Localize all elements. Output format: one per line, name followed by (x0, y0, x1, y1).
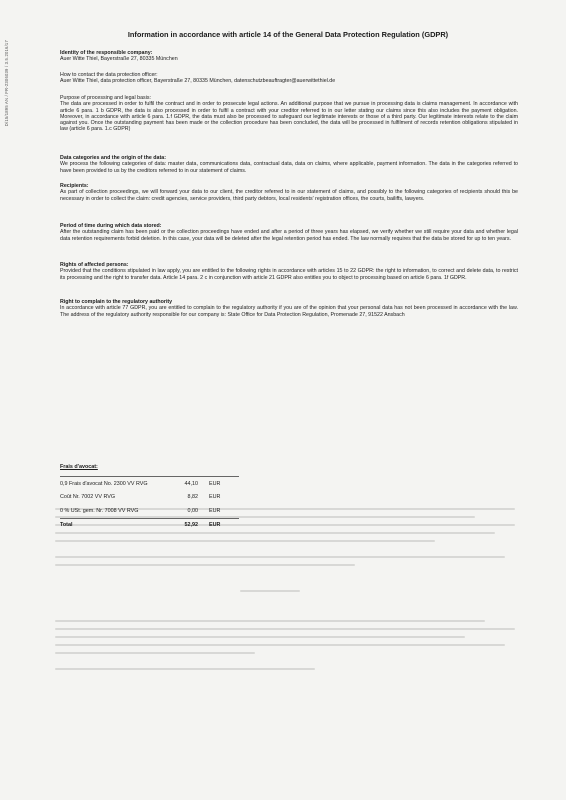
total-label: Total (60, 518, 170, 532)
cost-currency: EUR (209, 494, 221, 501)
cost-row (60, 477, 239, 491)
side-reference-code: D/15/1895 AN / FR-2306039 / 3.5.2016/17 (4, 40, 9, 127)
section-rights (60, 262, 518, 281)
complain-heading: Right to complain to the regulatory authority (60, 299, 173, 305)
total-amount: 52,92 (170, 518, 198, 532)
contact-text: Auer Witte Thiel, data protection officer, Bayerstraße 27, 80335 München, datenschutzbeauftragter@auerwittethiel.de (60, 78, 336, 85)
recipients-heading: Recipients: (60, 183, 89, 189)
cost-row (60, 504, 239, 518)
section-contact (60, 72, 518, 85)
identity-heading: Identity of the responsible company: (60, 50, 153, 56)
section-complain (60, 299, 518, 318)
costs-heading: Frais d'avocat: (60, 464, 98, 470)
section-identity (60, 50, 518, 63)
categories-text: We process the following categories of data: master data, communications data, contractual data, data on claims, where applicable, payment information. The data in the categories referred to have been provided to us by the creditors referred to in our statement of claims. (60, 161, 518, 174)
period-heading: Period of time during which data stored: (60, 223, 162, 229)
purpose-heading: Purpose of processing and legal basis: (60, 95, 151, 101)
cost-total-row (60, 518, 239, 532)
cost-currency: EUR (209, 507, 221, 514)
section-categories (60, 155, 518, 174)
document-title: Information in accordance with article 14 of the General Data Protection Regulation (GDPR) (127, 30, 449, 39)
section-purpose (60, 95, 518, 133)
recipients-text: As part of collection proceedings, we will forward your data to our client, the creditor referred to in our statement of claims, and possibly to the following categories of recipients should this be necessary in order to collect the claim: credit agencies, service providers, third party debtors, local residents' registration offices, the courts, bailiffs, lawyers. (60, 189, 518, 202)
identity-text: Auer Witte Thiel, Bayerstraße 27, 80335 München (60, 56, 178, 63)
rights-heading: Rights of affected persons: (60, 262, 129, 268)
cost-amount: 8,82 (187, 494, 198, 501)
cost-label: Coût Nr. 7002 VV RVG (60, 494, 116, 501)
section-period (60, 223, 518, 242)
cost-table (60, 476, 239, 532)
total-currency: EUR (198, 518, 239, 532)
cost-label: 0 % USt. gem. Nr. 7008 VV RVG (60, 507, 139, 514)
categories-heading: Data categories and the origin of the data: (60, 155, 166, 161)
section-recipients (60, 183, 518, 202)
purpose-text: The data are processed in order to fulfil the contract and in order to prosecute legal actions. An additional purpose that we pursue in processing data is claims management. In accordance with article 6 para. 1 b GDPR, the data is also processed in order to fulfil a contract with your creditor referred to in our letter stating our claims since this also includes the payment obligation. Moreover, in accordance with article 6 para. 1.f GDPR, the data must also be processed to safeguard our legitimate interests or those of a third party. Our legitimate interests relate to the claim against you. Once the outstanding payment has been made or the collection procedure has been concluded, the data will be processed in fulfilment of records retention obligations stipulated in law (article 6 para. 1.c GDPR) (60, 101, 518, 133)
cost-amount: 0,00 (187, 507, 198, 514)
complain-text: In accordance with article 77 GDPR, you are entitled to complain to the regulatory authority if you are of the opinion that your personal data has not been processed in accordance with the law. The address of the regulatory authority responsible for our company is: State Office for Data Protection Regulation, Promenade 27, 91522 Ansbach (60, 305, 518, 318)
cost-row (60, 491, 239, 505)
contact-heading: How to contact the data protection officer: (60, 72, 158, 78)
period-text: After the outstanding claim has been paid or the collection proceedings have ended and after a period of three years has elapsed, we verify whether we still require your data and whether legal data retention requirements forbid deletion. In this case, your data will be deleted after the legal retention period has ended. The law normally requires that the data be stored for up to ten years. (60, 229, 518, 242)
cost-amount: 44,10 (170, 477, 198, 491)
cost-label: 0,9 Frais d'avocat No. 2300 VV RVG (60, 477, 170, 491)
cost-breakdown (60, 464, 239, 532)
cost-currency: EUR (198, 477, 239, 491)
rights-text: Provided that the conditions stipulated in law apply, you are entitled to the following rights in accordance with articles 15 to 22 GDPR: the right to information, to correct and delete data, to restrict its processing and the right to transfer data. Article 14 para. 2 c in conjunction with article 21 GDPR also entitles you to object to processing based on article 6 para. 1f GDPR. (60, 268, 518, 281)
